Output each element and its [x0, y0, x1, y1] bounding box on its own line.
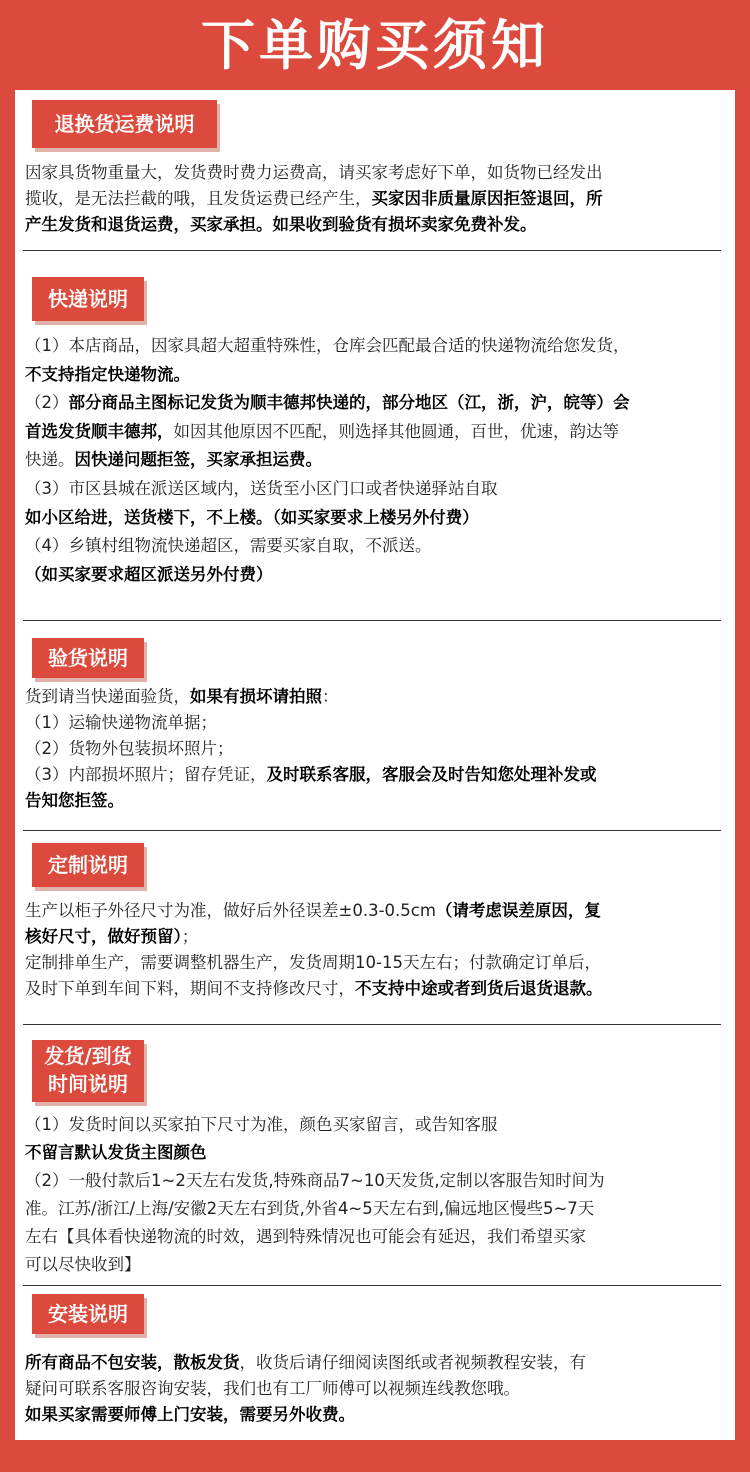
section-body	[25, 160, 727, 238]
bold-text: 不留言默认发货主图颜色	[25, 1143, 207, 1162]
text-line	[25, 684, 727, 710]
text-span: （4）乡镇村组物流快递超区，需要买家自取，不派送。	[25, 536, 432, 556]
bold-text: 买家因非质量原因拒签退回，所	[371, 189, 603, 208]
section-tag-line: 发货/到货	[44, 1044, 132, 1068]
bold-text: 产生发货和退货运费，买家承担。如果收到验货有损坏卖家免费补发。	[25, 215, 537, 234]
section-tag-line: 时间说明	[48, 1072, 128, 1096]
bold-text: （请考虑误差原因，复	[435, 901, 601, 920]
text-line	[25, 1139, 727, 1167]
section-divider	[23, 620, 721, 621]
text-span: （1）运输快递物流单据；	[25, 713, 217, 732]
text-span: ：	[322, 687, 339, 706]
text-span: （2）一般付款后1~2天左右发货,特殊商品7~10天发货,定制以客服告知时间为	[25, 1171, 605, 1190]
section-divider	[23, 1024, 721, 1025]
text-line	[25, 212, 727, 238]
text-span: 如因其他原因不匹配，则选择其他圆通，百世，优速，韵达等	[173, 421, 619, 441]
bold-text: （如买家要求超区派送另外付费）	[25, 564, 273, 584]
text-span: 准。江苏/浙江/上海/安徽2天左右到货,外省4~5天左右到,偏远地区慢些5~7天	[25, 1199, 595, 1218]
text-line	[25, 160, 727, 186]
text-span: （2）	[25, 393, 69, 413]
text-span: （3）内部损坏照片；留存凭证，	[25, 765, 267, 784]
text-line	[25, 561, 727, 590]
section-body	[25, 1350, 727, 1428]
section-body	[25, 1111, 727, 1279]
section-body	[25, 332, 727, 589]
bold-text: 部分商品主图标记发货为顺丰德邦快递的，部分地区（江，浙，沪，皖等）会	[68, 393, 630, 413]
section-body	[25, 684, 727, 814]
text-span: 可以尽快收到】	[25, 1255, 141, 1274]
text-line	[25, 446, 727, 475]
text-line	[25, 504, 727, 533]
section-divider	[23, 250, 721, 251]
text-line	[25, 186, 727, 212]
text-line	[25, 361, 727, 390]
section-divider	[23, 830, 721, 831]
text-line	[25, 1350, 727, 1376]
text-span: 定制排单生产，需要调整机器生产，发货周期10-15天左右；付款确定订单后，	[25, 953, 601, 972]
bold-text: 及时联系客服，客服会及时告知您处理补发或	[266, 765, 597, 784]
bold-text: 如小区给进，送货楼下，不上楼。（如买家要求上楼另外付费）	[25, 507, 479, 527]
text-span: 左右【具体看快递物流的时效，遇到特殊情况也可能会有延迟，我们希望买家	[25, 1227, 586, 1246]
page-title: 下单购买须知	[201, 14, 549, 77]
bold-text: 所有商品不包安装，散板发货	[25, 1353, 240, 1372]
section-tag: 退换货运费说明	[32, 100, 217, 148]
text-line	[25, 976, 727, 1002]
bold-text: 因快递问题拒签，买家承担运费。	[74, 450, 322, 470]
section-tag: 安装说明	[32, 1294, 144, 1334]
text-line	[25, 475, 727, 504]
bold-text: 告知您拒签。	[25, 791, 124, 810]
section-tag: 验货说明	[32, 638, 144, 678]
text-line	[25, 924, 727, 950]
text-line	[25, 1111, 727, 1139]
bold-text: 核好尺寸，做好预留）	[25, 927, 182, 946]
text-line	[25, 1376, 727, 1402]
text-span: （1）本店商品，因家具超大超重特殊性，仓库会匹配最合适的快递物流给您发货，	[25, 336, 630, 355]
text-line	[25, 710, 727, 736]
text-line	[25, 1223, 727, 1251]
section-divider	[23, 1285, 721, 1286]
text-span: 快递。	[25, 450, 75, 470]
text-span: （2）货物外包装损坏照片；	[25, 739, 234, 758]
text-line	[25, 1167, 727, 1195]
text-span: 生产以柜子外径尺寸为准，做好后外径误差±0.3-0.5cm	[25, 901, 436, 920]
bold-text: 首选发货顺丰德邦，	[25, 421, 174, 441]
text-line	[25, 532, 727, 561]
section-tag: 定制说明	[32, 843, 144, 887]
text-span: （1）发货时间以买家拍下尺寸为准，颜色买家留言，或告知客服	[25, 1115, 498, 1134]
text-line	[25, 950, 727, 976]
text-line	[25, 736, 727, 762]
text-span: ；	[181, 927, 199, 946]
bold-text: 不支持指定快递物流。	[25, 364, 190, 384]
text-line	[25, 332, 727, 361]
text-span: 因家具货物重量大，发货费时费力运费高，请买家考虑好下单，如货物已经发出	[25, 163, 603, 182]
notice-panel	[15, 90, 735, 1440]
text-line	[25, 1402, 727, 1428]
bold-text: 如果有损坏请拍照	[190, 687, 322, 706]
text-line	[25, 788, 727, 814]
text-line	[25, 1195, 727, 1223]
text-span: 疑问可联系客服咨询安装，我们也有工厂师傅可以视频连线教您哦。	[25, 1379, 520, 1398]
bold-text: 如果买家需要师傅上门安装，需要另外收费。	[25, 1405, 355, 1424]
text-line	[25, 389, 727, 418]
section-tag	[32, 1040, 144, 1102]
text-line	[25, 898, 727, 924]
text-line	[25, 418, 727, 447]
text-span: 及时下单到车间下料，期间不支持修改尺寸，	[25, 979, 355, 998]
text-span: 揽收，是无法拦截的哦，且发货运费已经产生，	[25, 189, 372, 208]
text-span: （3）市区县城在派送区域内，送货至小区门口或者快递驿站自取	[25, 478, 498, 498]
section-tag: 快递说明	[32, 277, 144, 321]
text-line	[25, 762, 727, 788]
text-line	[25, 1251, 727, 1279]
section-body	[25, 898, 727, 1002]
text-span: 货到请当快递面验货，	[25, 687, 190, 706]
text-span: ，收货后请仔细阅读图纸或者视频教程安装，有	[239, 1353, 586, 1372]
bold-text: 不支持中途或者到货后退货退款。	[355, 979, 603, 998]
